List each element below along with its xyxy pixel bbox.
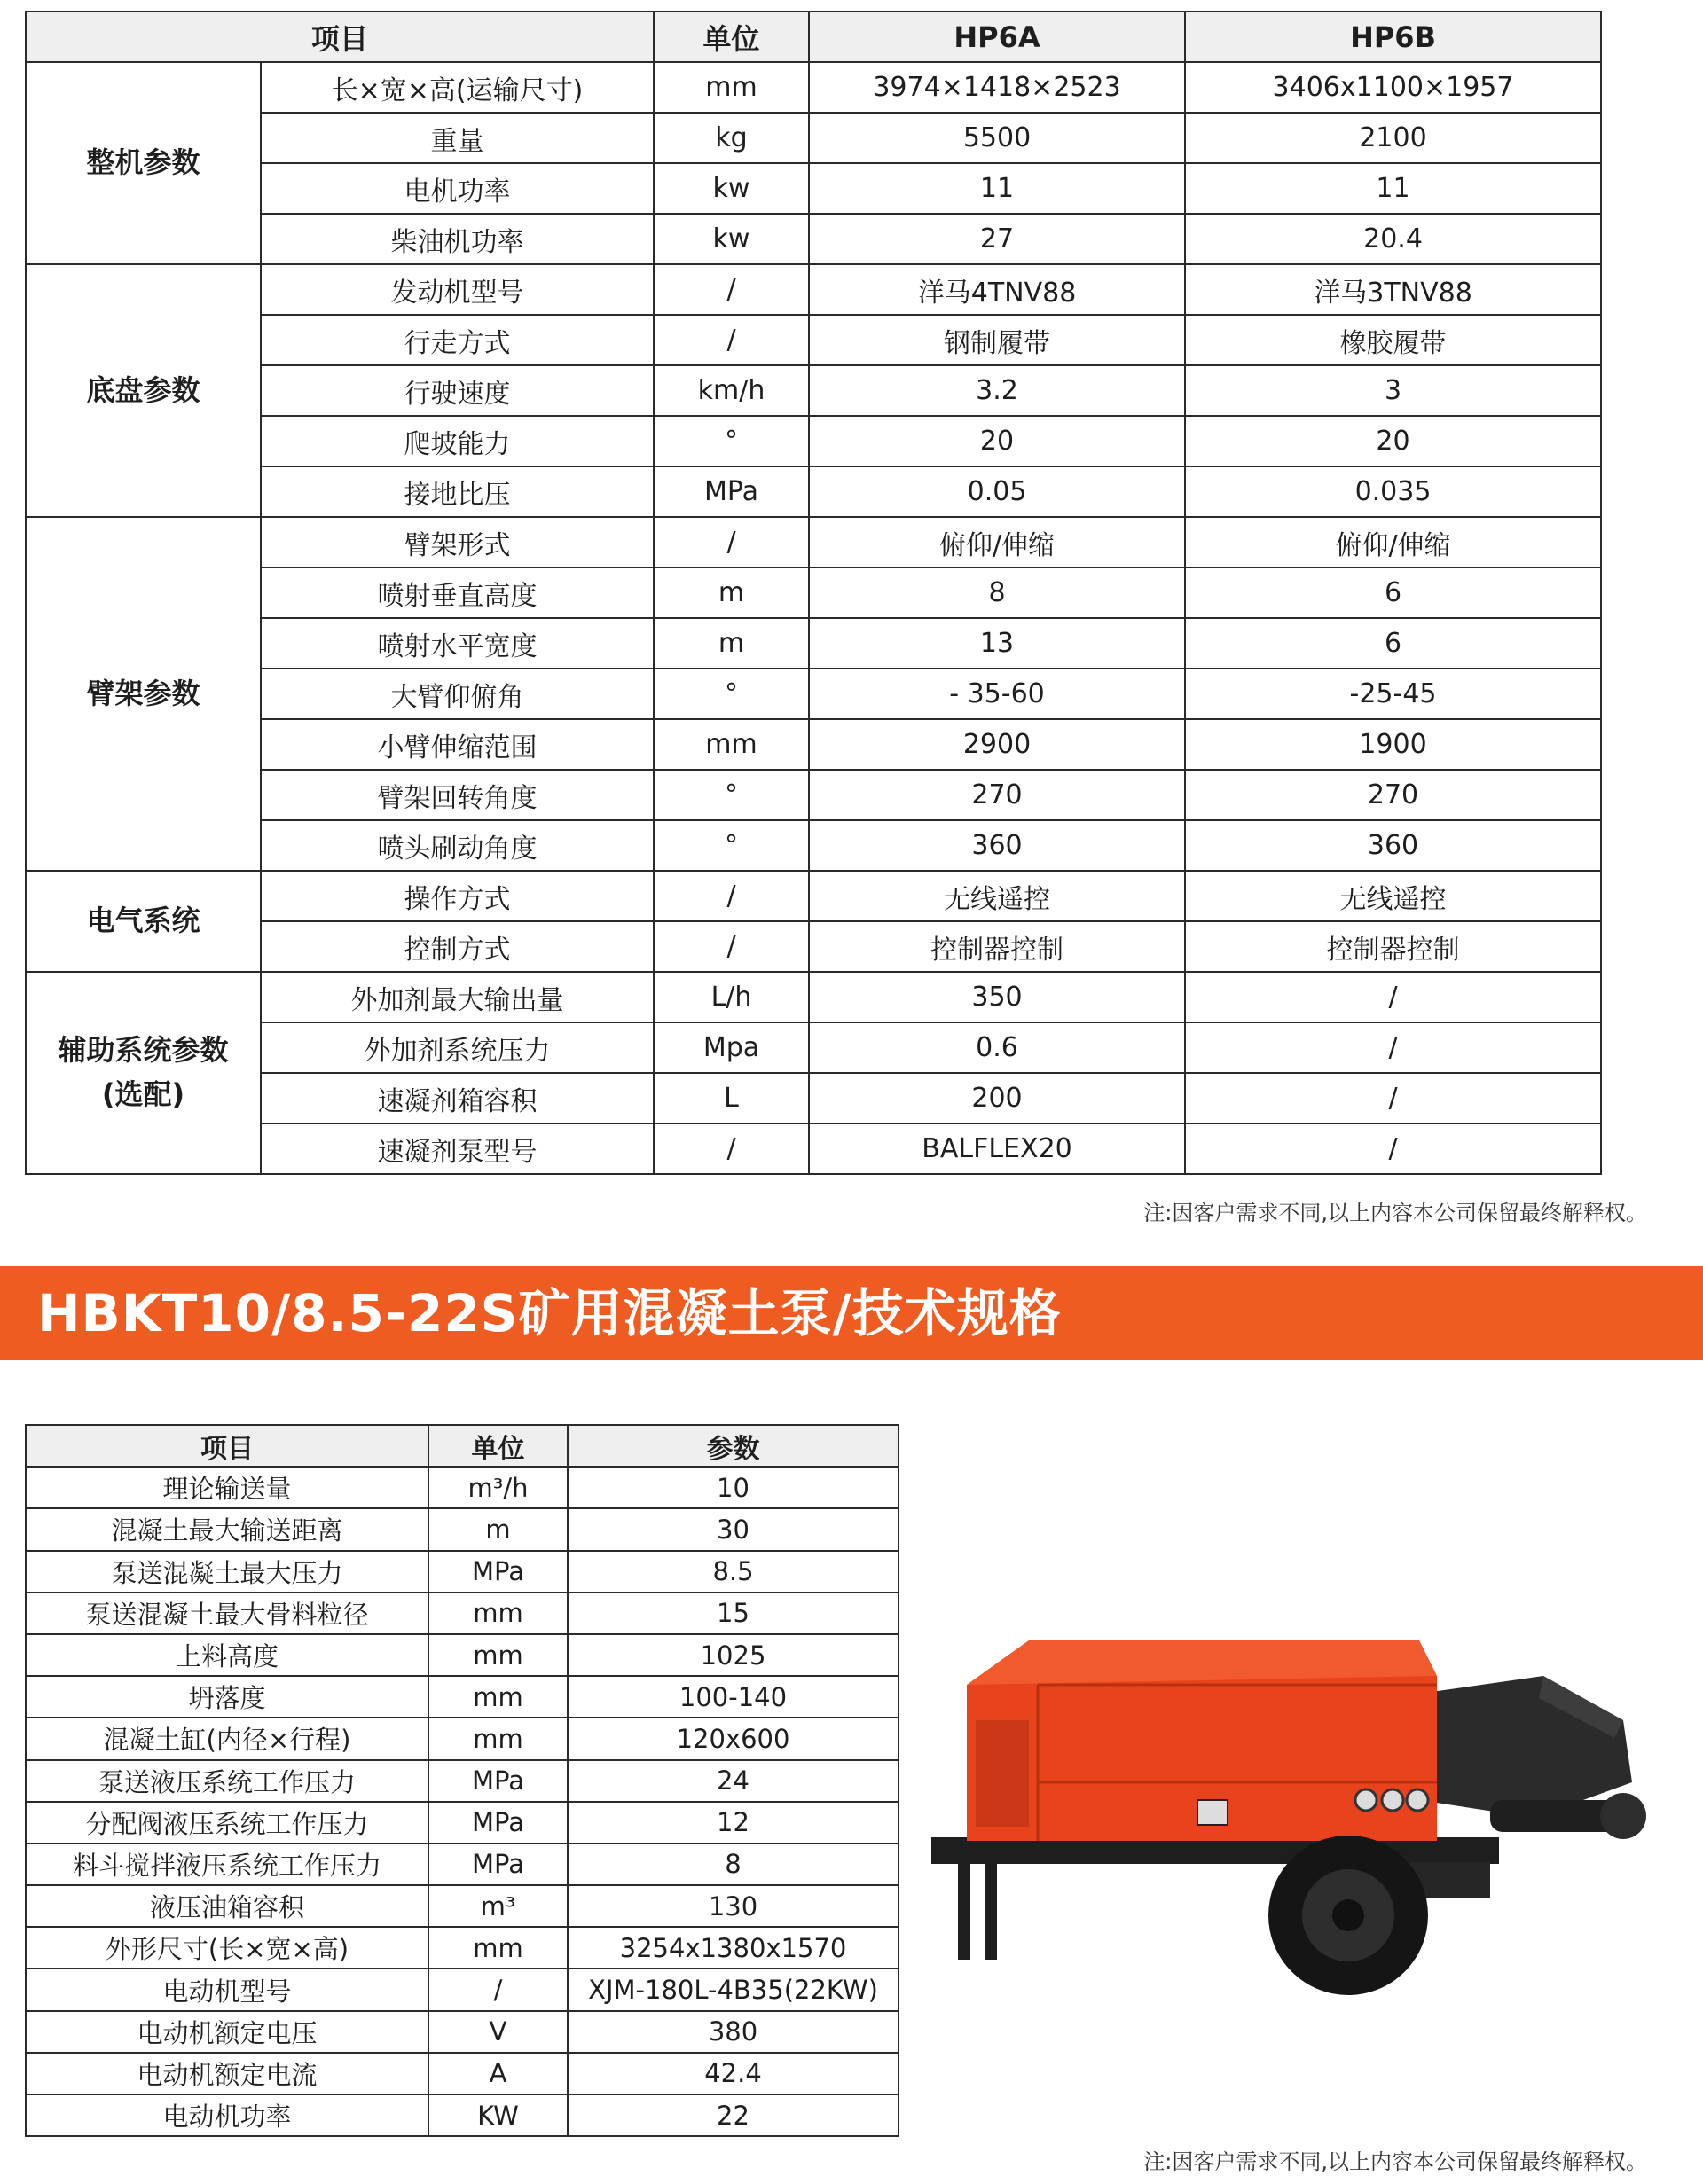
unit-cell: / — [654, 1123, 809, 1174]
param-name-cell: 电动机型号 — [26, 1969, 428, 2010]
hp6a-value-cell: 13 — [809, 618, 1185, 669]
hp6b-value-cell: 无线遥控 — [1185, 871, 1601, 921]
param-name-cell: 外加剂最大输出量 — [261, 972, 654, 1022]
unit-cell: / — [654, 517, 809, 568]
unit-cell: / — [654, 871, 809, 921]
unit-cell: m³/h — [428, 1467, 568, 1508]
unit-cell: mm — [428, 1676, 568, 1718]
unit-cell: MPa — [654, 466, 809, 517]
table-row — [26, 264, 1601, 315]
param-name-cell: 发动机型号 — [261, 264, 654, 315]
param-value-cell: XJM-180L-4B35(22KW) — [568, 1969, 899, 2010]
unit-cell: m — [654, 568, 809, 618]
unit-cell: Mpa — [654, 1022, 809, 1073]
table-row — [26, 62, 1601, 113]
hopper-shape — [1419, 1676, 1632, 1818]
hp6b-value-cell: 20 — [1185, 416, 1601, 466]
outlet-flange — [1600, 1793, 1646, 1839]
table-row — [26, 669, 1601, 719]
hp6a-value-cell: 3974×1418×2523 — [809, 62, 1185, 113]
param-name-cell: 泵送混凝土最大压力 — [26, 1551, 428, 1593]
table-row — [26, 1508, 899, 1550]
hp6b-value-cell: / — [1185, 972, 1601, 1022]
table-row — [26, 719, 1601, 770]
param-name-cell: 臂架回转角度 — [261, 770, 654, 820]
param-name-cell: 分配阀液压系统工作压力 — [26, 1802, 428, 1843]
hp6b-value-cell: 2100 — [1185, 113, 1601, 163]
spec-table-hbkt — [25, 1424, 899, 2137]
wheel-hub — [1332, 1899, 1364, 1931]
unit-cell: L — [654, 1073, 809, 1123]
table-row — [26, 1760, 899, 1802]
header-hp6a: HP6A — [809, 12, 1185, 62]
disclaimer-note: 注:因客户需求不同,以上内容本公司保留最终解释权。 — [1143, 2149, 1647, 2174]
table-row — [26, 2094, 899, 2136]
param-name-cell: 电动机额定电压 — [26, 2011, 428, 2053]
table-row — [26, 1718, 899, 1759]
param-name-cell: 电动机功率 — [26, 2094, 428, 2136]
unit-cell: ° — [654, 770, 809, 820]
param-name-cell: 行驶速度 — [261, 365, 654, 416]
param-name-cell: 泵送混凝土最大骨料粒径 — [26, 1593, 428, 1634]
param-value-cell: 120x600 — [568, 1718, 899, 1759]
param-name-cell: 臂架形式 — [261, 517, 654, 568]
unit-cell: mm — [428, 1593, 568, 1634]
table-row — [26, 972, 1601, 1022]
table-row — [26, 1927, 899, 1969]
hp6b-value-cell: 俯仰/伸缩 — [1185, 517, 1601, 568]
header-unit: 单位 — [428, 1425, 568, 1467]
table-row — [26, 113, 1601, 163]
table-row — [26, 2011, 899, 2053]
unit-cell: ° — [654, 416, 809, 466]
unit-cell: km/h — [654, 365, 809, 416]
param-value-cell: 42.4 — [568, 2053, 899, 2094]
table-row — [26, 1885, 899, 1927]
hp6b-value-cell: 11 — [1185, 163, 1601, 214]
param-value-cell: 3254x1380x1570 — [568, 1927, 899, 1969]
hp6b-value-cell: 270 — [1185, 770, 1601, 820]
unit-cell: V — [428, 2011, 568, 2053]
unit-cell: MPa — [428, 1802, 568, 1843]
support-leg — [985, 1862, 997, 1960]
section-title-banner: HBKT10/8.5-22S矿用混凝土泵/技术规格 — [0, 1266, 1703, 1360]
hp6b-value-cell: 3406x1100×1957 — [1185, 62, 1601, 113]
hp6a-value-cell: 俯仰/伸缩 — [809, 517, 1185, 568]
param-name-cell: 液压油箱容积 — [26, 1885, 428, 1927]
unit-cell: kw — [654, 214, 809, 264]
unit-cell: / — [654, 315, 809, 365]
hp6b-value-cell: / — [1185, 1123, 1601, 1174]
param-name-cell: 混凝土最大输送距离 — [26, 1508, 428, 1550]
unit-cell: ° — [654, 820, 809, 871]
table-row — [26, 214, 1601, 264]
table-row — [26, 871, 1601, 921]
unit-cell: m — [654, 618, 809, 669]
param-value-cell: 130 — [568, 1885, 899, 1927]
hp6b-value-cell: 3 — [1185, 365, 1601, 416]
hp6b-value-cell: 橡胶履带 — [1185, 315, 1601, 365]
hp6a-value-cell: 2900 — [809, 719, 1185, 770]
param-name-cell: 电机功率 — [261, 163, 654, 214]
hp6a-value-cell: 钢制履带 — [809, 315, 1185, 365]
table-row — [26, 770, 1601, 820]
unit-cell: KW — [428, 2094, 568, 2136]
hp6b-value-cell: 1900 — [1185, 719, 1601, 770]
param-name-cell: 坍落度 — [26, 1676, 428, 1718]
group-label: 臂架参数 — [26, 517, 261, 871]
vent-grille — [976, 1720, 1029, 1827]
unit-cell: mm — [428, 1634, 568, 1676]
param-name-cell: 接地比压 — [261, 466, 654, 517]
param-name-cell: 电动机额定电流 — [26, 2053, 428, 2094]
hp6a-value-cell: 360 — [809, 820, 1185, 871]
header-hp6b: HP6B — [1185, 12, 1601, 62]
param-name-cell: 爬坡能力 — [261, 416, 654, 466]
table-row — [26, 921, 1601, 972]
header-unit: 单位 — [654, 12, 809, 62]
unit-cell: ° — [654, 669, 809, 719]
group-label: 整机参数 — [26, 62, 261, 264]
param-name-cell: 大臂仰俯角 — [261, 669, 654, 719]
param-name-cell: 小臂伸缩范围 — [261, 719, 654, 770]
hp6a-value-cell: 8 — [809, 568, 1185, 618]
param-name-cell: 喷射水平宽度 — [261, 618, 654, 669]
table-row — [26, 820, 1601, 871]
pressure-gauge-icon — [1355, 1789, 1377, 1811]
hp6b-value-cell: 洋马3TNV88 — [1185, 264, 1601, 315]
table-row — [26, 2053, 899, 2094]
hp6a-value-cell: - 35-60 — [809, 669, 1185, 719]
group-label: 电气系统 — [26, 871, 261, 972]
table-row — [26, 1022, 1601, 1073]
hp6b-value-cell: -25-45 — [1185, 669, 1601, 719]
header-param: 参数 — [568, 1425, 899, 1467]
param-value-cell: 8 — [568, 1843, 899, 1885]
hp6b-value-cell: / — [1185, 1073, 1601, 1123]
param-name-cell: 外加剂系统压力 — [261, 1022, 654, 1073]
unit-cell: / — [428, 1969, 568, 2010]
unit-cell: MPa — [428, 1551, 568, 1593]
param-name-cell: 长×宽×高(运输尺寸) — [261, 62, 654, 113]
table-row — [26, 163, 1601, 214]
table-row — [26, 1802, 899, 1843]
table-row — [26, 1551, 899, 1593]
param-name-cell: 混凝土缸(内径×行程) — [26, 1718, 428, 1759]
param-name-cell: 行走方式 — [261, 315, 654, 365]
param-name-cell: 速凝剂箱容积 — [261, 1073, 654, 1123]
param-value-cell: 24 — [568, 1760, 899, 1802]
table-row — [26, 416, 1601, 466]
param-name-cell: 操作方式 — [261, 871, 654, 921]
pressure-gauge-icon — [1382, 1789, 1403, 1811]
concrete-pump-illustration — [922, 1623, 1676, 2022]
hp6b-value-cell: 20.4 — [1185, 214, 1601, 264]
unit-cell: MPa — [428, 1843, 568, 1885]
unit-cell: mm — [654, 62, 809, 113]
unit-cell: m — [428, 1508, 568, 1550]
group-label: 辅助系统参数 (选配) — [26, 972, 261, 1174]
param-value-cell: 12 — [568, 1802, 899, 1843]
param-value-cell: 15 — [568, 1593, 899, 1634]
unit-cell: MPa — [428, 1760, 568, 1802]
hp6a-value-cell: BALFLEX20 — [809, 1123, 1185, 1174]
table-row — [26, 365, 1601, 416]
param-name-cell: 柴油机功率 — [261, 214, 654, 264]
hp6a-value-cell: 洋马4TNV88 — [809, 264, 1185, 315]
param-value-cell: 100-140 — [568, 1676, 899, 1718]
table-row — [26, 1843, 899, 1885]
header-item: 项目 — [26, 12, 654, 62]
unit-cell: / — [654, 921, 809, 972]
param-name-cell: 控制方式 — [261, 921, 654, 972]
hp6b-value-cell: / — [1185, 1022, 1601, 1073]
hp6a-value-cell: 控制器控制 — [809, 921, 1185, 972]
unit-cell: kw — [654, 163, 809, 214]
hp6a-value-cell: 27 — [809, 214, 1185, 264]
table-row — [26, 618, 1601, 669]
param-value-cell: 10 — [568, 1467, 899, 1508]
table-row — [26, 1969, 899, 2010]
hp6a-value-cell: 11 — [809, 163, 1185, 214]
table-row — [26, 1123, 1601, 1174]
group-label: 底盘参数 — [26, 264, 261, 517]
param-value-cell: 380 — [568, 2011, 899, 2053]
hp6a-value-cell: 200 — [809, 1073, 1185, 1123]
table-row — [26, 1593, 899, 1634]
param-name-cell: 上料高度 — [26, 1634, 428, 1676]
param-name-cell: 泵送液压系统工作压力 — [26, 1760, 428, 1802]
param-value-cell: 30 — [568, 1508, 899, 1550]
unit-cell: m³ — [428, 1885, 568, 1927]
param-value-cell: 22 — [568, 2094, 899, 2136]
hp6a-value-cell: 5500 — [809, 113, 1185, 163]
spec-table-hp6 — [25, 11, 1602, 1175]
param-name-cell: 理论输送量 — [26, 1467, 428, 1508]
hp6a-value-cell: 无线遥控 — [809, 871, 1185, 921]
latch-icon — [1197, 1800, 1228, 1825]
param-value-cell: 1025 — [568, 1634, 899, 1676]
disclaimer-note: 注:因客户需求不同,以上内容本公司保留最终解释权。 — [1143, 1201, 1647, 1225]
hp6b-value-cell: 6 — [1185, 618, 1601, 669]
table-header-row — [26, 12, 1601, 62]
hp6b-value-cell: 0.035 — [1185, 466, 1601, 517]
param-name-cell: 外形尺寸(长×宽×高) — [26, 1927, 428, 1969]
table-row — [26, 315, 1601, 365]
param-value-cell: 8.5 — [568, 1551, 899, 1593]
param-name-cell: 料斗搅拌液压系统工作压力 — [26, 1843, 428, 1885]
header-item: 项目 — [26, 1425, 428, 1467]
unit-cell: / — [654, 264, 809, 315]
table-header-row — [26, 1425, 899, 1467]
table-row — [26, 517, 1601, 568]
unit-cell: mm — [428, 1718, 568, 1759]
table-row — [26, 1467, 899, 1508]
support-leg — [958, 1862, 970, 1960]
param-name-cell: 速凝剂泵型号 — [261, 1123, 654, 1174]
hp6a-value-cell: 20 — [809, 416, 1185, 466]
unit-cell: kg — [654, 113, 809, 163]
table-row — [26, 1634, 899, 1676]
hp6a-value-cell: 0.6 — [809, 1022, 1185, 1073]
table-row — [26, 466, 1601, 517]
table-row — [26, 568, 1601, 618]
hp6a-value-cell: 270 — [809, 770, 1185, 820]
hp6a-value-cell: 0.05 — [809, 466, 1185, 517]
hp6b-value-cell: 6 — [1185, 568, 1601, 618]
param-name-cell: 重量 — [261, 113, 654, 163]
unit-cell: mm — [428, 1927, 568, 1969]
table-row — [26, 1073, 1601, 1123]
unit-cell: mm — [654, 719, 809, 770]
param-name-cell: 喷射垂直高度 — [261, 568, 654, 618]
hp6b-value-cell: 360 — [1185, 820, 1601, 871]
chassis-frame — [931, 1837, 1499, 1864]
hp6a-value-cell: 3.2 — [809, 365, 1185, 416]
param-name-cell: 喷头刷动角度 — [261, 820, 654, 871]
hp6a-value-cell: 350 — [809, 972, 1185, 1022]
pressure-gauge-icon — [1407, 1789, 1428, 1811]
unit-cell: A — [428, 2053, 568, 2094]
unit-cell: L/h — [654, 972, 809, 1022]
table-row — [26, 1676, 899, 1718]
hp6b-value-cell: 控制器控制 — [1185, 921, 1601, 972]
